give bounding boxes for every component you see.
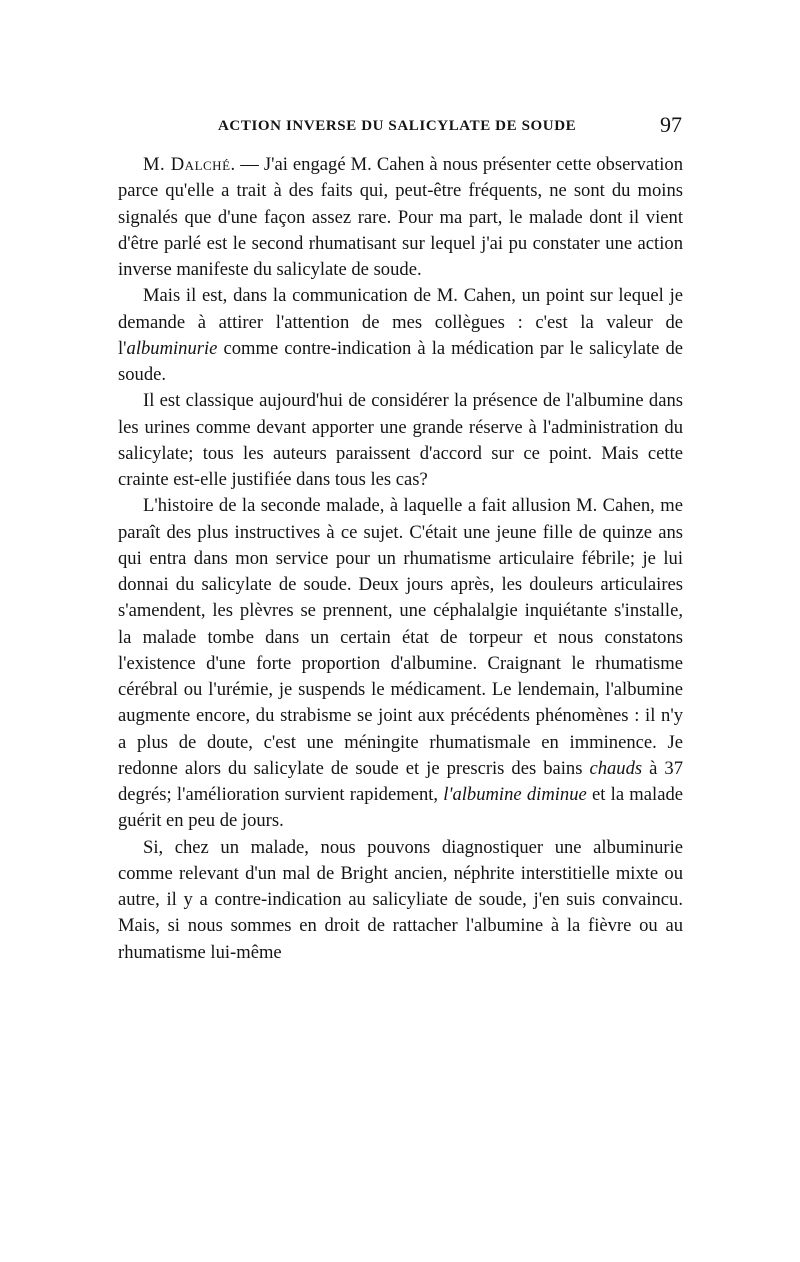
body-text (118, 152, 683, 966)
running-title: ACTION INVERSE DU SALICYLATE DE SOUDE (218, 118, 577, 134)
paragraph-2-text-after: comme contre-indication à la médication par le salicylate de soude. (118, 337, 683, 385)
paragraph-5 (118, 835, 683, 966)
paragraph-4 (118, 493, 683, 834)
paragraph-1-text: J'ai engagé M. Cahen à nous présenter cette observation parce qu'elle a trait à des faits qui, peut-être fréquents, ne sont du moins signalés que d'une façon assez rare. Pour ma part, le malade dont il vient d'être parlé est le second rhumatisant sur lequel j'ai pu constater une action inverse manifeste du salicylate de soude. (118, 154, 683, 280)
paragraph-4-emphasis-1: chauds (589, 757, 643, 779)
paragraph-4-text-after: et la malade guérit en peu de jours. (118, 784, 683, 832)
paragraph-2-emphasis: albuminurie (126, 337, 218, 359)
paragraph-4-text-before: L'histoire de la seconde malade, à laquelle a fait allusion M. Cahen, me paraît des plus instructives à ce sujet. C'était une jeune fille de quinze ans qui entra dans mon service pour un rhumatisme articulaire fébrile; je lui donnai du salicylate de soude. Deux jours après, les douleurs articulaires s'amendent, les plèvres se prennent, une céphalalgie inquiétante s'installe, la malade tombe dans un certain état de torpeur et nous constatons l'existence d'une forte proportion d'albumine. Craignant le rhumatisme cérébral ou l'urémie, je suspends le médicament. Le lendemain, l'albumine augmente encore, du strabisme se joint aux précédents phénomènes : il n'y a plus de doute, c'est une méningite rhumatismale en imminence. Je redonne alors du salicylate de soude et je prescris des bains (118, 495, 683, 779)
paragraph-2-text-before: Mais il est, dans la communication de M. Cahen, un point sur lequel je demande à attirer l'attention de mes collègues : c'est la valeur de l' (118, 285, 683, 359)
speaker-name: Dalché (170, 154, 231, 175)
paragraph-5-text: Si, chez un malade, nous pouvons diagnostiquer une albuminurie comme relevant d'un mal de Bright ancien, néphrite interstitielle mixte ou autre, il y a contre-indication au salicyliate de soude, j'en suis convaincu. Mais, si nous sommes en droit de rattacher l'albumine à la fièvre ou au rhumatisme lui-même (118, 836, 683, 963)
paragraph-4-text-middle: à 37 degrés; l'amélioration survient rapidement, (118, 757, 683, 805)
paragraph-1 (118, 152, 683, 283)
speaker-prefix: M. (143, 154, 171, 175)
paragraph-3 (118, 388, 683, 493)
page-header (120, 112, 682, 140)
paragraph-2 (118, 283, 683, 388)
speaker-separator: . — (230, 154, 264, 175)
paragraph-3-text: Il est classique aujourd'hui de considérer la présence de l'albumine dans les urines comme devant apporter une grande réserve à l'administration du salicylate; tous les auteurs paraissent d'accord sur ce point. Mais cette crainte est-elle justifiée dans tous les cas? (118, 390, 683, 490)
paragraph-4-emphasis-2: l'albumine diminue (443, 784, 587, 805)
page-number: 97 (660, 112, 682, 137)
